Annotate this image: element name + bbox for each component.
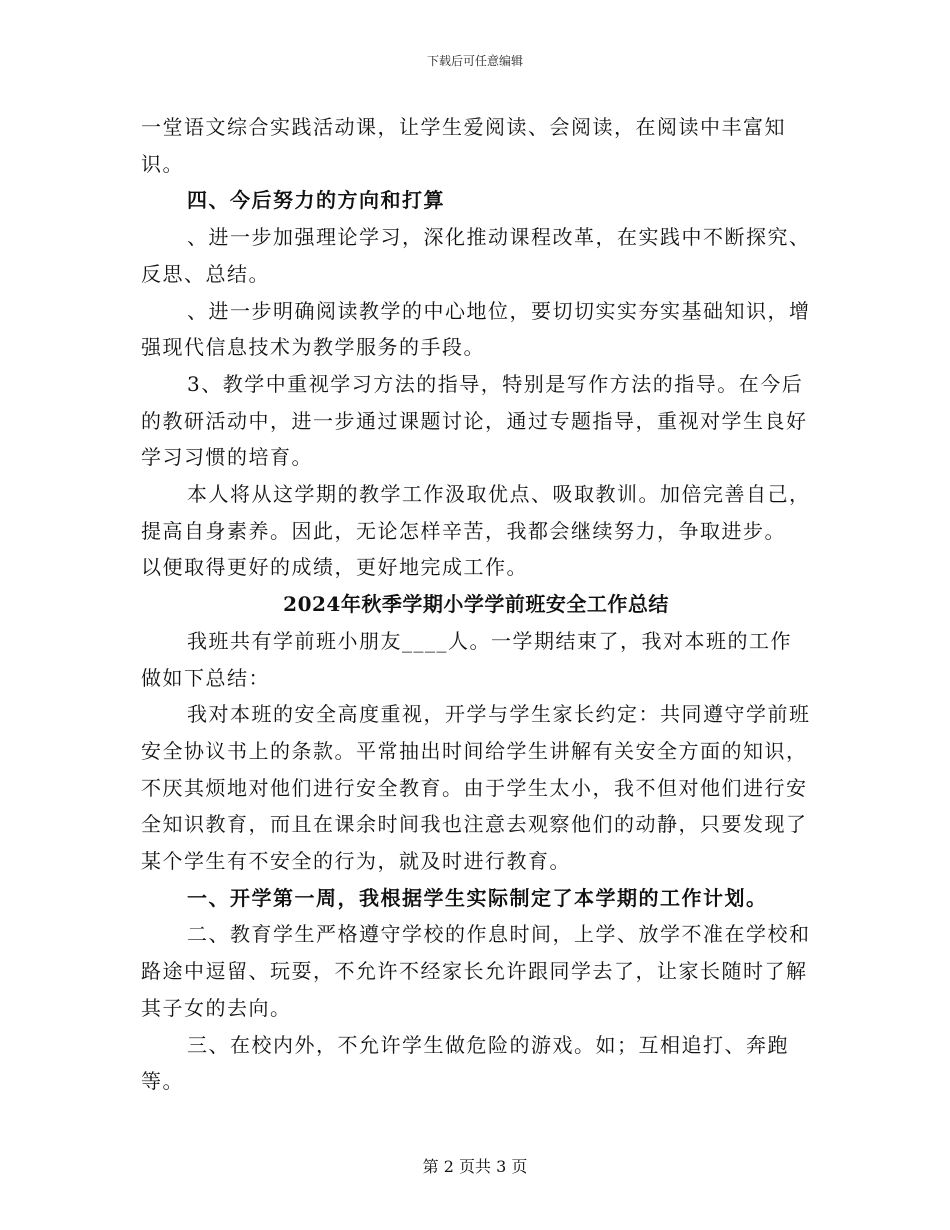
body-paragraph: 本人将从这学期的教学工作汲取优点、吸取教训。加倍完善自己，提高自身素养。因此，无论怎样辛苦，我都会继续努力，争取进步。	[141, 482, 811, 543]
body-paragraph: 、进一步加强理论学习，深化推动课程改革，在实践中不断探究、反思、总结。	[141, 225, 811, 286]
body-paragraph: 3、教学中重视学习方法的指导，特别是写作方法的指导。在今后的教研活动中，进一步通过课题讨论，通过专题指导，重视对学生良好学习习惯的培育。	[141, 371, 808, 470]
body-paragraph: 我对本班的安全高度重视，开学与学生家长约定：共同遵守学前班安全协议书上的条款。平常抽出时间给学生讲解有关安全方面的知识，不厌其烦地对他们进行安全教育。由于学生太小，我不但对他们进行安全知识教育，而且在课余时间我也注意去观察他们的动静，只要发现了某个学生有不安全的行为，就及时进行教育。	[141, 702, 811, 874]
page-header: 下载后可任意编辑	[426, 54, 523, 68]
section-heading-first-week: 一、开学第一周，我根据学生实际制定了本学期的工作计划。	[187, 885, 768, 910]
body-paragraph: 二、教育学生严格遵守学校的作息时间，上学、放学不准在学校和路途中逗留、玩耍，不允许不经家长允许跟同学去了，让家长随时了解其子女的去向。	[141, 922, 811, 1020]
body-paragraph: 我班共有学前班小朋友____人。一学期结束了，我对本班的工作做如下总结：	[141, 628, 792, 690]
document-body	[141, 109, 811, 1100]
page-footer: 第 2 页共 3 页	[422, 1157, 528, 1176]
body-paragraph: 以便取得更好的成绩，更好地完成工作。	[141, 555, 528, 580]
document-title: 2024年秋季学期小学学前班安全工作总结	[283, 592, 669, 617]
body-paragraph-continued: 一堂语文综合实践活动课，让学生爱阅读、会阅读，在阅读中丰富知识。	[141, 115, 786, 176]
section-heading-future-plans: 四、今后努力的方向和打算	[187, 188, 445, 213]
body-paragraph: 、进一步明确阅读教学的中心地位，要切切实实夯实基础知识，增强现代信息技术为教学服务的手段。	[141, 298, 811, 360]
body-paragraph: 三、在校内外，不允许学生做危险的游戏。如；互相追打、奔跑等。	[141, 1032, 789, 1094]
